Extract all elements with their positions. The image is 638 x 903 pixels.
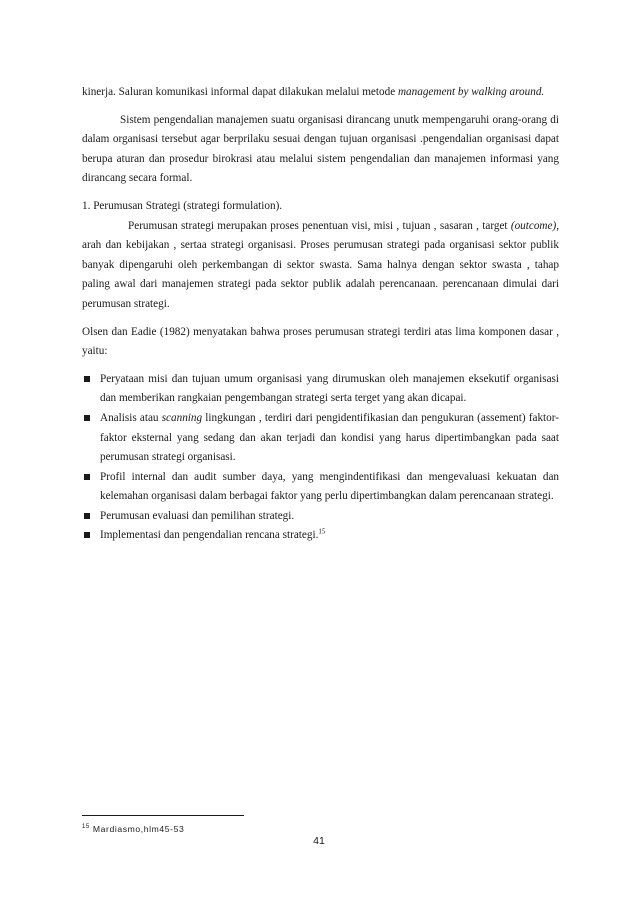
paragraph-text: Perumusan strategi merupakan proses penentuan visi, misi , tujuan , sasaran , target <box>128 219 511 232</box>
emphasis-text: management by walking around. <box>397 86 545 98</box>
paragraph-sistem-pengendalian: Sistem pengendalian manajemen suatu organisasi dirancang unutk mempengaruhi orang-orang di dalam organisasi tersebut agar berprilaku sesuai dengan tujuan organisasi .pengendalian organisasi dapat berupa aturan dan prosedur birokrasi atau melalui sistem pengendalian dan manajemen informasi yang dirancang secara formal. <box>82 113 559 185</box>
square-bullet-icon <box>84 415 90 421</box>
footnote <box>82 824 184 834</box>
square-bullet-icon <box>84 513 90 519</box>
paragraph-perumusan-strategi <box>82 217 559 315</box>
paragraph-text: kinerja. Saluran komunikasi informal dapat dilakukan melalui metode <box>82 86 398 98</box>
emphasis-text: (outcome), <box>510 219 559 232</box>
section-heading: 1. Perumusan Strategi (strategi formulation). <box>82 199 283 212</box>
list-item <box>82 409 559 468</box>
list-item-text: lingkungan , terdiri dari pengidentifikasian dan pengukuran (assement) faktor-faktor eksternal yang sedang dan akan terjadi dan kondisi yang harus dipertimbangkan pada saat perumusan strategi organisasi. <box>100 411 559 464</box>
square-bullet-icon <box>84 532 90 538</box>
list-item <box>82 370 559 409</box>
list-item-text: Profil internal dan audit sumber daya, yang mengindentifikasi dan mengevaluasi kekuatan dan kelemahan organisasi dalam berbagai faktor yang perlu dipertimbangkan dalam perencanaan strategi. <box>100 470 559 503</box>
list-item-text: Analisis atau <box>100 411 162 424</box>
list-item-text: Perumusan evaluasi dan pemilihan strategi. <box>100 509 295 522</box>
footnote-reference[interactable]: 15 <box>318 527 326 536</box>
footnote-text: Mardiasmo,hlm45-53 <box>92 824 185 834</box>
paragraph-continuation <box>82 83 559 103</box>
page-number: 41 <box>313 835 325 847</box>
paragraph-text: arah dan kebijakan , sertaa strategi organisasi. Proses perumusan strategi pada organisasi sektor publik banyak dipengaruhi oleh perkembangan di sektor swasta. Sama halnya dengan sektor swasta , tahap paling awal dari manajemen strategi pada sektor publik adalah perencanaan. perencanaan dimulai dari perumusan strategi. <box>82 239 559 310</box>
list-item-text: Implementasi dan pengendalian rencana strategi. <box>100 529 319 542</box>
list-item <box>82 507 559 527</box>
emphasis-text: scanning <box>161 411 203 424</box>
square-bullet-icon <box>84 474 90 480</box>
list-item <box>82 526 559 546</box>
components-list <box>82 370 559 546</box>
list-item-text: Peryataan misi dan tujuan umum organisasi yang dirumuskan oleh manajemen eksekutif organisasi dan memberikan rangkaian pengembangan strategi serta terget yang akan dicapai. <box>100 372 559 405</box>
square-bullet-icon <box>84 376 90 382</box>
list-item <box>82 468 559 507</box>
footnote-separator <box>82 815 244 816</box>
paragraph-olsen-eadie: Olsen dan Eadie (1982) menyatakan bahwa proses perumusan strategi terdiri atas lima komponen dasar , yaitu: <box>82 325 559 358</box>
page-body <box>82 83 559 546</box>
footnote-number: 15 <box>82 824 90 831</box>
